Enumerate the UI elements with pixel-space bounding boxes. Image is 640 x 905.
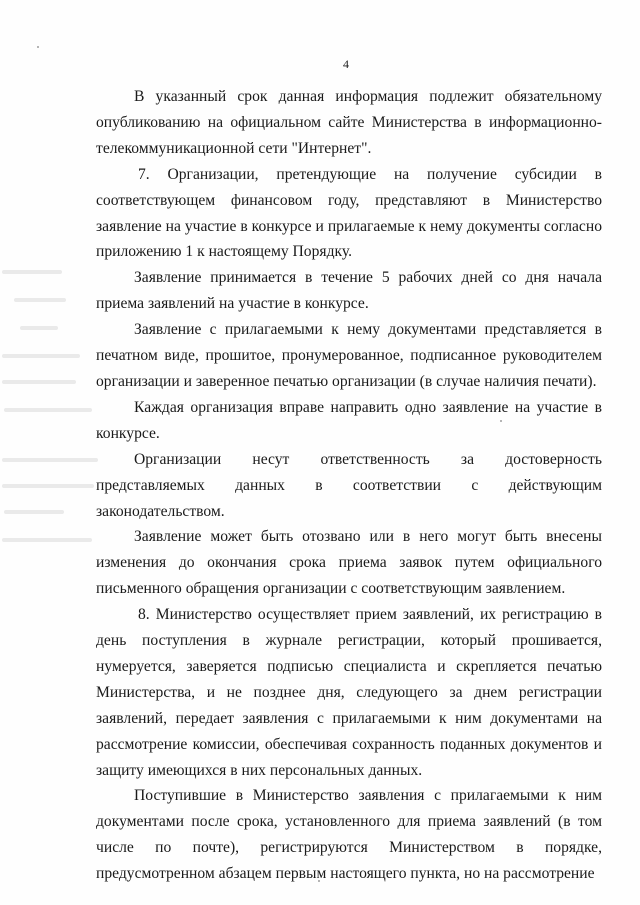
scan-dot [37,46,39,48]
paragraph: Заявление принимается в течение 5 рабочих дней со дня начала приема заявлений на участие в конкурсе. [96,269,602,313]
paragraph: Поступившие в Министерство заявления с прилагаемыми к ним документами после срока, установленного для приема заявлений (в том числе по почте), регистрируются Министерством в порядке, предусмотренном абзацем первым настоящего пункта, но на рассмотрение [96,787,602,883]
paragraph: В указанный срок данная информация подлежит обязательному опубликованию на официальном сайте Министерства в информационно-телекоммуникационной сети "Интернет". [96,88,602,157]
paragraph: Каждая организация вправе направить одно заявление на участие в конкурсе. [96,398,602,442]
document-body [96,84,602,887]
paragraph-item-7: 7. Организации, претендующие на получение субсидии в соответствующем финансовом году, представляют в Министерство заявление на участие в конкурсе и прилагаемые к нему документы согласно приложению 1 к настоящему Порядку. [96,165,602,261]
scan-artifact [0,270,110,570]
paragraph: Заявление может быть отозвано или в него могут быть внесены изменения до окончания срока приема заявок путем официального письменного обращения организации с соответствующим заявлением. [96,528,602,598]
paragraph: Заявление с прилагаемыми к нему документами представляется в печатном виде, прошитое, пронумерованное, подписанное руководителем организации и заверенное печатью организации (в случае наличия печати). [96,321,602,390]
paragraph: Организации несут ответственность за достоверность представляемых данных в соответствии с действующим законодательством. [96,450,602,520]
page-number: 4 [343,57,349,71]
paragraph-item-8: 8. Министерство осуществляет прием заявлений, их регистрацию в день поступления в журнале регистрации, который прошивается, нумеруется, заверяется подписью специалиста и скрепляется печатью Министерства, и не позднее дня, следующего за днем регистрации заявлений, передает заявления с прилагаемыми к ним документами на рассмотрение комиссии, обеспечивая сохранность поданных документов и защиту имеющихся в них персональных данных. [96,606,602,779]
